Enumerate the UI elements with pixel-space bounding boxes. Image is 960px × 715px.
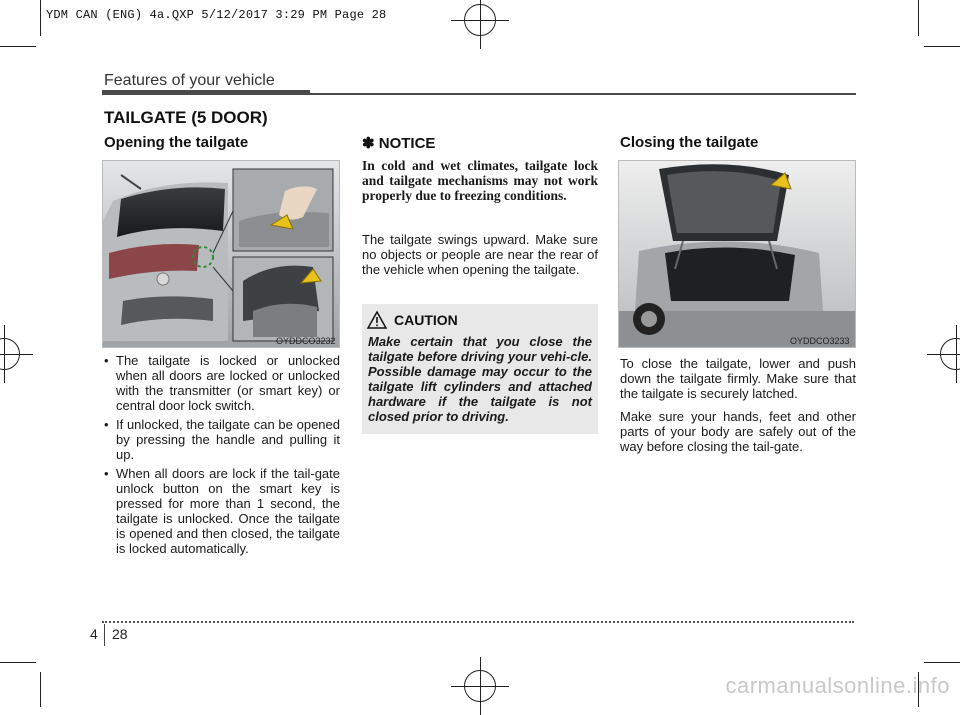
footer-divider <box>104 624 105 646</box>
opening-figure <box>102 160 340 348</box>
bullet-item: • If unlocked, the tailgate can be opened by pressing the handle and pulling it up. <box>102 417 340 462</box>
section-title: TAILGATE (5 DOOR) <box>104 108 268 127</box>
watermark: carmanualsonline.info <box>725 673 950 698</box>
open-tailgate-illustration <box>619 161 855 347</box>
crop-mark <box>0 662 36 663</box>
closing-heading: Closing the tailgate <box>620 134 759 151</box>
registration-mark-right <box>940 338 960 370</box>
caution-box <box>362 304 598 434</box>
header-title: Features of your vehicle <box>104 72 275 89</box>
closing-figure <box>618 160 856 348</box>
warning-triangle-icon <box>366 310 388 330</box>
crop-mark <box>40 672 41 707</box>
print-slug: YDM CAN (ENG) 4a.QXP 5/12/2017 3:29 PM Page 28 <box>46 8 387 22</box>
caution-title: CAUTION <box>394 312 458 328</box>
car-rear-illustration <box>103 161 339 347</box>
opening-heading: Opening the tailgate <box>104 134 249 151</box>
crop-mark <box>40 0 41 36</box>
registration-mark-left <box>0 338 20 370</box>
page-number: 28 <box>112 626 128 642</box>
chapter-number: 4 <box>90 626 98 642</box>
bullet-item: • The tailgate is locked or unlocked when all doors are locked or unlocked with the transmitter (or smart key) or central door lock switch. <box>102 353 340 413</box>
opening-figure-code: OYDDCO3232 <box>276 336 336 346</box>
notice-bold-text: In cold and wet climates, tailgate lock and tailgate mechanisms may not work properly due to freezing conditions. <box>362 158 598 203</box>
caution-text: Make certain that you close the tailgate before driving your vehi-cle. Possible damage may occur to the tailgate lift cylinders and attached hardware if the tailgate is not closed prior to driving. <box>368 334 592 424</box>
crop-mark <box>924 46 960 47</box>
notice-title: ✽ NOTICE <box>362 135 436 152</box>
header-rule-dark <box>102 90 310 95</box>
closing-paragraph: Make sure your hands, feet and other parts of your body are safely out of the way before closing the tail-gate. <box>620 409 856 454</box>
notice-text: The tailgate swings upward. Make sure no objects or people are near the rear of the vehicle when opening the tailgate. <box>362 232 598 277</box>
registration-mark-top <box>464 4 496 36</box>
registration-mark-bottom <box>464 670 496 702</box>
crop-mark <box>0 46 36 47</box>
bullet-item: • When all doors are lock if the tail-gate unlock button on the smart key is pressed for more than 1 second, the tailgate is unlocked. Once the tailgate is opened and then closed, the tailgate is locked automatically. <box>102 466 340 556</box>
closing-paragraph: To close the tailgate, lower and push down the tailgate firmly. Make sure that the tailgate is securely latched. <box>620 356 856 401</box>
opening-bullets <box>102 353 340 560</box>
closing-figure-code: OYDDCO3233 <box>790 336 850 346</box>
header-rule-thin <box>310 93 856 95</box>
bullet-list <box>102 353 340 556</box>
closing-text <box>620 356 856 454</box>
crop-mark <box>924 662 960 663</box>
footer-dotted-rule <box>102 621 854 623</box>
crop-mark <box>918 0 919 36</box>
